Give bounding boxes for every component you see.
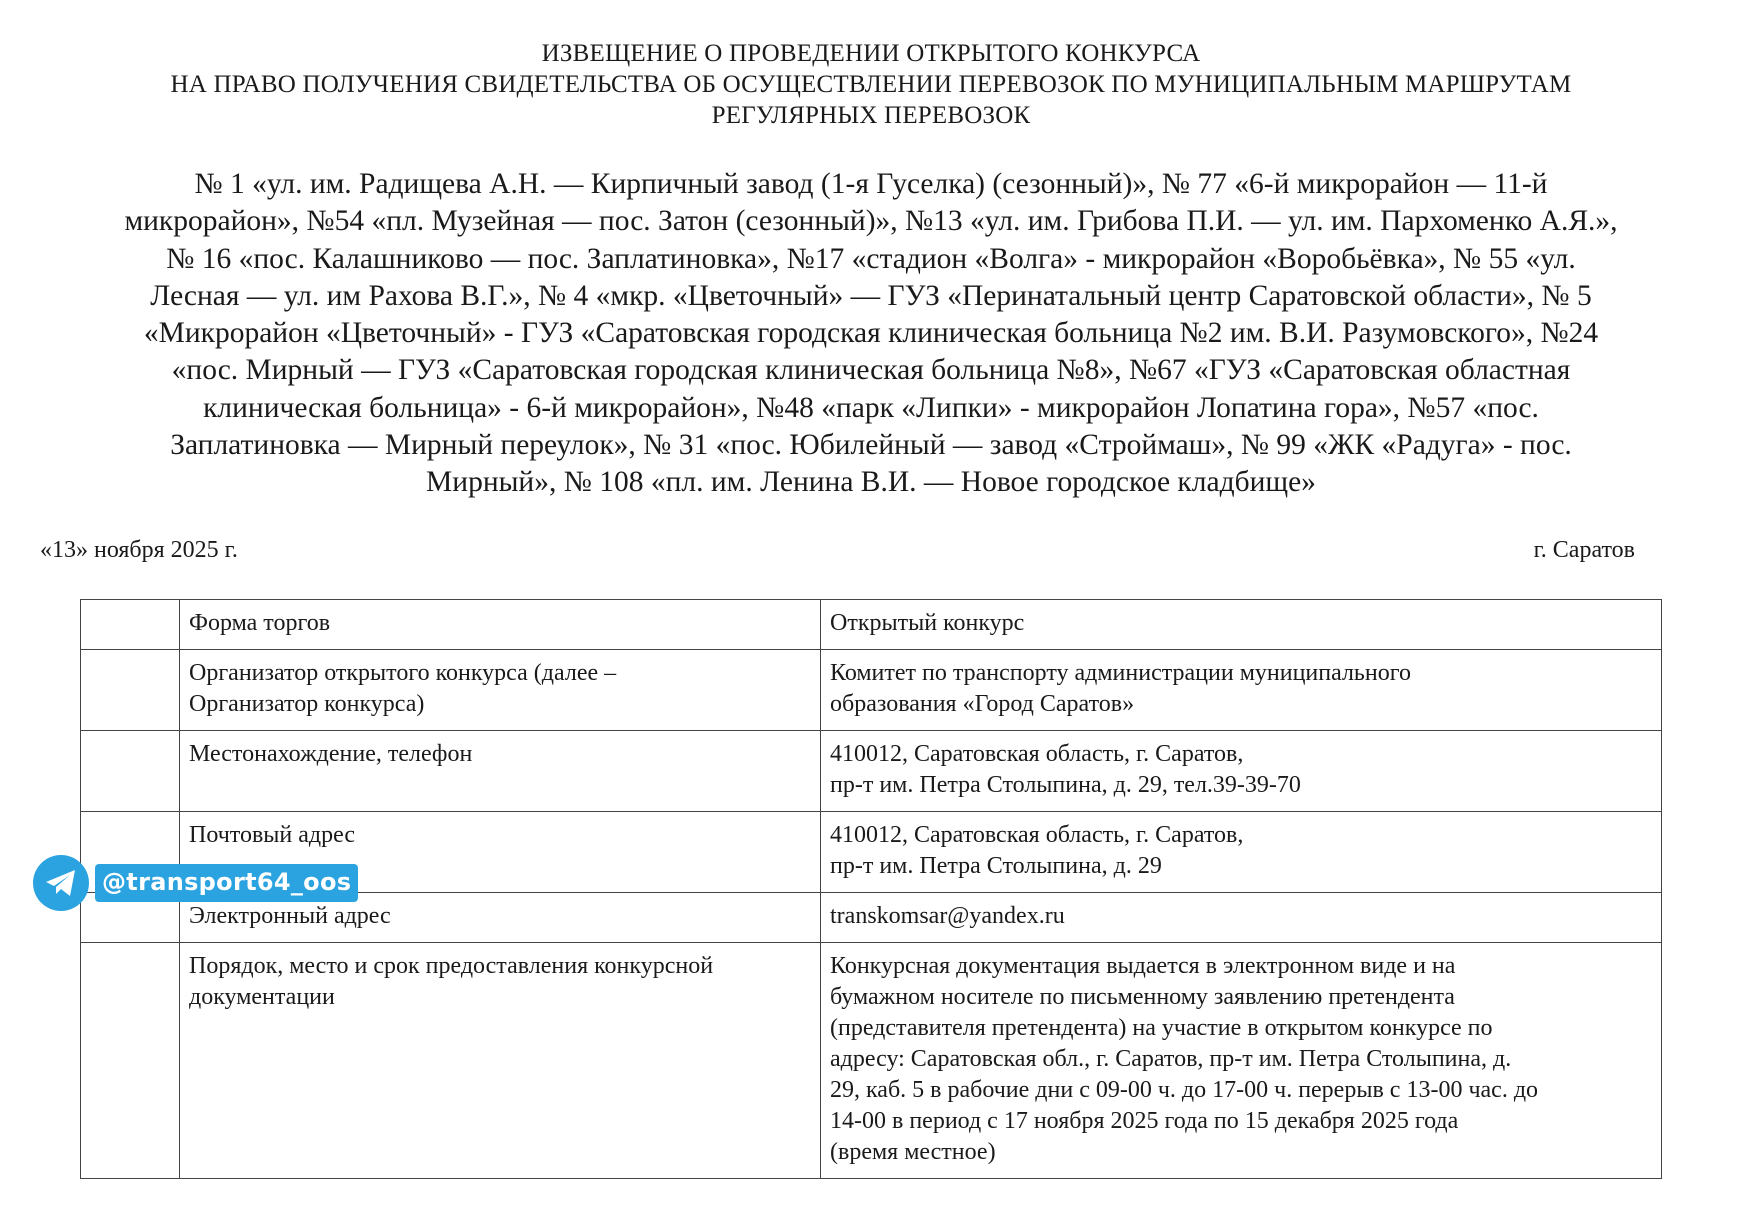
row-number-cell (81, 650, 180, 731)
row-number-cell (81, 600, 180, 650)
row-label-line: Форма торгов (189, 610, 331, 636)
routes-line: клиническая больница» - 6-й микрорайон», №48 «парк «Липки» - микрорайон Лопатина гора», №57 «пос. (203, 391, 1539, 424)
table-row (81, 650, 1662, 731)
notice-date: «13» ноября 2025 г. (40, 537, 238, 563)
notice-city: г. Саратов (1533, 537, 1635, 563)
row-label-cell (180, 731, 821, 812)
routes-line: Заплатиновка — Мирный переулок», № 31 «пос. Юбилейный — завод «Строймаш», № 99 «ЖК «Радуга» - пос. (170, 429, 1572, 462)
row-value-cell (821, 650, 1662, 731)
row-label-cell (180, 650, 821, 731)
heading-line: РЕГУЛЯРНЫХ ПЕРЕВОЗОК (711, 102, 1031, 129)
row-number-cell (81, 943, 180, 1179)
telegram-watermark[interactable] (33, 855, 358, 911)
row-label-cell (180, 600, 821, 650)
row-value-line: Конкурсная документация выдается в электронном виде и на (830, 953, 1456, 979)
row-value-line: адресу: Саратовская обл., г. Саратов, пр-т им. Петра Столыпина, д. (830, 1046, 1512, 1072)
row-value-cell (821, 943, 1662, 1179)
row-value-line: пр-т им. Петра Столыпина, д. 29, тел.39-39-70 (830, 772, 1301, 798)
routes-line: «пос. Мирный — ГУЗ «Саратовская городская клиническая больница №8», №67 «ГУЗ «Саратовская областная (171, 354, 1571, 387)
row-value-line: (время местное) (830, 1139, 996, 1165)
row-value-cell (821, 893, 1662, 943)
row-label-line: Организатор конкурса) (189, 691, 425, 717)
row-value-line: 14-00 в период с 17 ноября 2025 года по 15 декабря 2025 года (830, 1108, 1459, 1134)
row-label-line: Почтовый адрес (189, 822, 356, 848)
routes-line: «Микрорайон «Цветочный» - ГУЗ «Саратовская городская клиническая больница №2 им. В.И. Разумовского», №24 (143, 317, 1599, 350)
telegram-icon (33, 855, 89, 911)
row-label-line: документации (189, 984, 335, 1010)
row-number-cell (81, 731, 180, 812)
row-value-line: 410012, Саратовская область, г. Саратов, (830, 822, 1244, 848)
row-label-line: Электронный адрес (189, 903, 391, 929)
row-value-line: Комитет по транспорту администрации муниципального (830, 660, 1411, 686)
row-value-cell (821, 731, 1662, 812)
row-label-line: Порядок, место и срок предоставления конкурсной (189, 953, 714, 979)
heading-line: НА ПРАВО ПОЛУЧЕНИЯ СВИДЕТЕЛЬСТВА ОБ ОСУЩЕСТВЛЕНИИ ПЕРЕВОЗОК ПО МУНИЦИПАЛЬНЫМ МАРШРУТАМ (170, 71, 1572, 98)
telegram-handle: @transport64_oos (95, 864, 358, 902)
routes-line: № 16 «пос. Калашниково — пос. Заплатиновка», №17 «стадион «Волга» - микрорайон «Воробьёвка», № 55 «ул. (166, 242, 1576, 275)
routes-line: микрорайон», №54 «пл. Музейная — пос. Затон (сезонный)», №13 «ул. им. Грибова П.И. — ул. им. Пархоменко А.Я.», (124, 205, 1618, 238)
row-value-line: 29, каб. 5 в рабочие дни с 09-00 ч. до 17-00 ч. перерыв с 13-00 час. до (830, 1077, 1539, 1103)
row-label-line: Местонахождение, телефон (189, 741, 473, 767)
row-value-line: бумажном носителе по письменному заявлению претендента (830, 984, 1455, 1010)
routes-list (30, 166, 1712, 502)
row-value-line: (представителя претендента) на участие в открытом конкурсе по (830, 1015, 1493, 1041)
table-row (81, 731, 1662, 812)
heading-line: ИЗВЕЩЕНИЕ О ПРОВЕДЕНИИ ОТКРЫТОГО КОНКУРСА (541, 40, 1201, 67)
row-value-line: Открытый конкурс (830, 610, 1025, 636)
table-row (81, 943, 1662, 1179)
row-label-cell (180, 943, 821, 1179)
row-value-line: пр-т им. Петра Столыпина, д. 29 (830, 853, 1162, 879)
table-row (81, 600, 1662, 650)
routes-line: Лесная — ул. им Рахова В.Г.», № 4 «мкр. «Цветочный» — ГУЗ «Перинатальный центр Саратовской области», № 5 (150, 279, 1592, 312)
routes-line: № 1 «ул. им. Радищева А.Н. — Кирпичный завод (1-я Гуселка) (сезонный)», № 77 «6-й микрорайон — 11-й (194, 168, 1548, 200)
row-value-line: transkomsar@yandex.ru (830, 903, 1065, 929)
routes-line: Мирный», № 108 «пл. им. Ленина В.И. — Новое городское кладбище» (426, 466, 1316, 499)
notice-heading (40, 38, 1702, 131)
row-label-line: Организатор открытого конкурса (далее – (189, 660, 617, 686)
row-value-line: образования «Город Саратов» (830, 691, 1135, 717)
row-value-line: 410012, Саратовская область, г. Саратов, (830, 741, 1244, 767)
row-value-cell (821, 600, 1662, 650)
row-value-cell (821, 812, 1662, 893)
